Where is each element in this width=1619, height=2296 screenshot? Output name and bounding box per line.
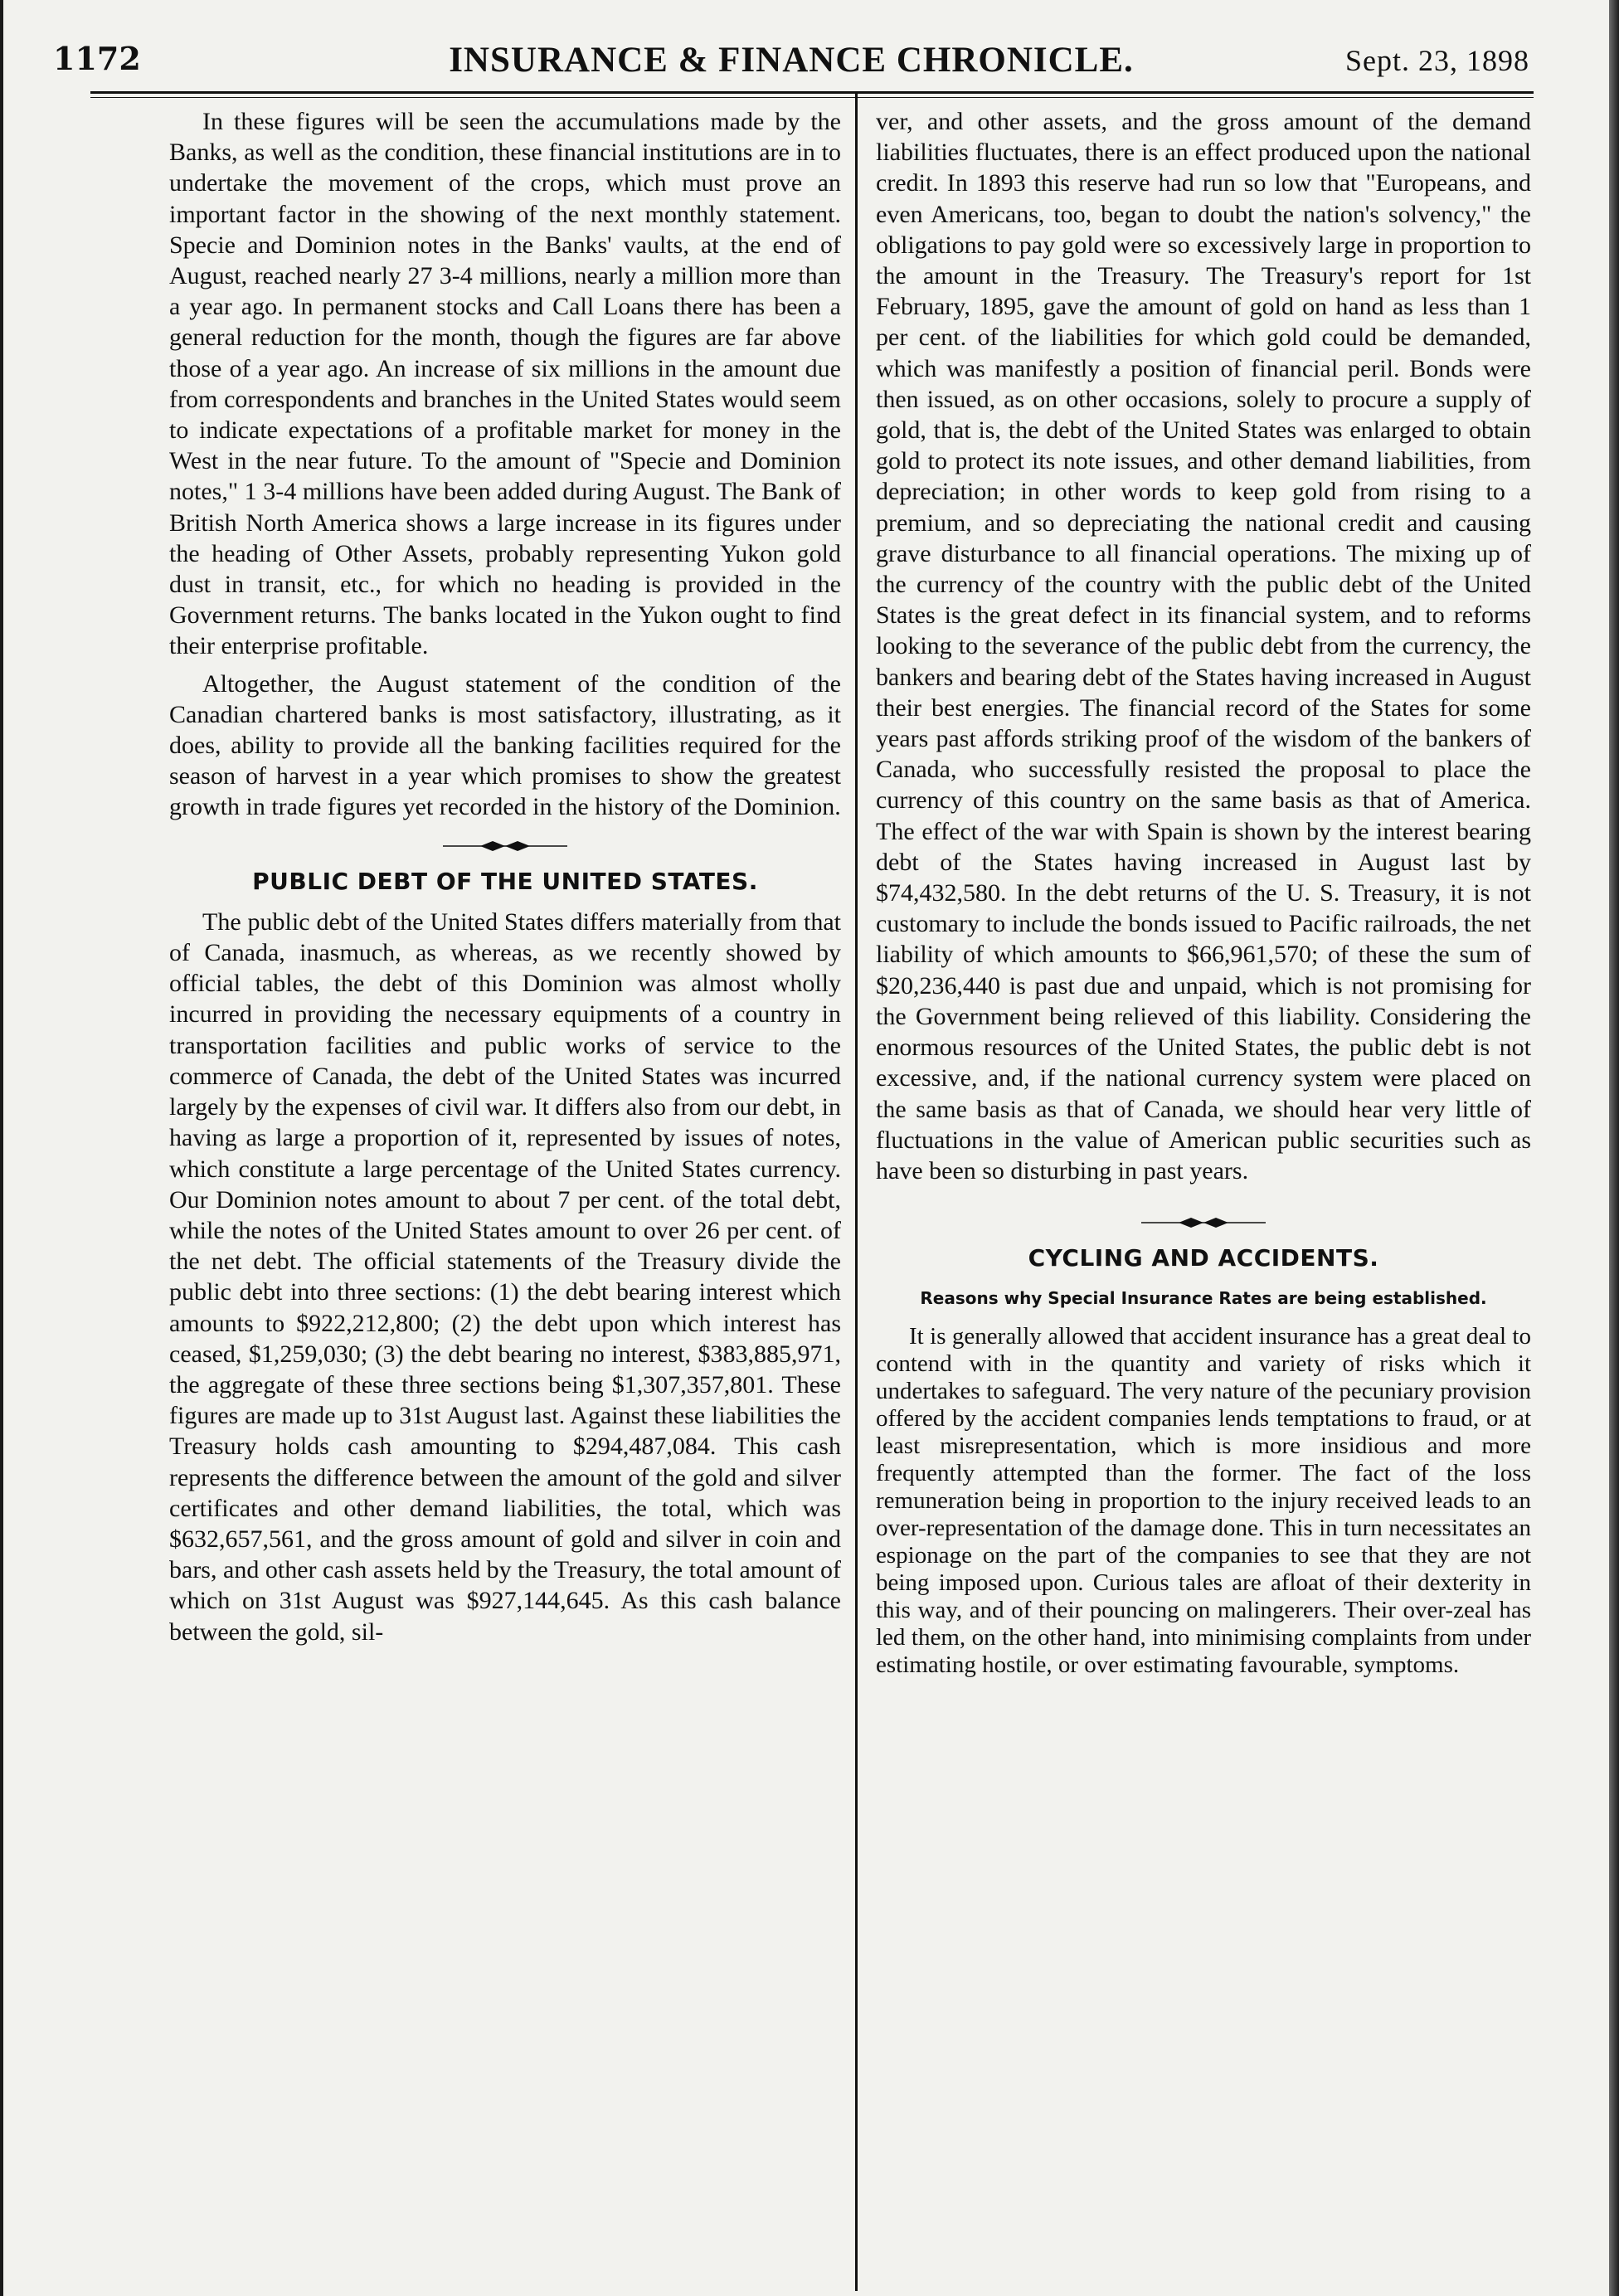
section-ornament: [169, 831, 841, 859]
newspaper-page: [3, 0, 1619, 2296]
column-divider: [855, 93, 858, 2291]
public-debt-heading: PUBLIC DEBT OF THE UNITED STATES.: [252, 867, 758, 895]
header-rule: [90, 91, 1534, 98]
publication-title: INSURANCE & FINANCE CHRONICLE.: [449, 41, 1134, 80]
august-statement-paragraph: Altogether, the August statement of the condition of the Canadian chartered banks is most satisfactory, illustrating, as it does, ability to provide all the banking facilities required for the season of harvest in a year which promises to show the greatest growth in trade figures yet recorded in the history of the Dominion.: [169, 669, 841, 821]
right-column: [876, 106, 1531, 1679]
issue-date: Sept. 23, 1898: [1344, 44, 1529, 77]
cycling-subheading: Reasons why Special Insurance Rates are being established.: [920, 1288, 1487, 1309]
left-column: [169, 106, 841, 1647]
cycling-paragraph: It is generally allowed that accident insurance has a great deal to contend with in the quantity and variety of risks which it undertakes to safeguard. The very nature of the pecuniary provision offered by the accident companies lends temptations to fraud, or at least misrepresentation, which is more insidious and more frequently attempted than the former. The fact of the loss remuneration being in proportion to the injury received leads to an over-representation of the damage done. This in turn necessitates an espionage on the part of the companies to see that they are not being imposed upon. Curious tales are afloat of their dexterity in this way, and of their pouncing on malingerers. Their over-zeal has led them, on the other hand, into minimising complaints from under estimating hostile, or over estimating favourable, symptoms.: [876, 1322, 1531, 1678]
public-debt-continued-paragraph: ver, and other assets, and the gross amount of the demand liabilities fluctuates, there is an effect produced upon the national credit. In 1893 this reserve had run so low that "Europeans, and even Americans, too, began to doubt the nation's solvency," the obligations to pay gold were so excessively large in proportion to the amount in the Treasury. The Treasury's report for 1st February, 1895, gave the amount of gold on hand as less than 1 per cent. of the liabilities for which gold could be demanded, which was manifestly a position of financial peril. Bonds were then issued, as on other occasions, solely to procure a supply of gold, that is, the debt of the United States was enlarged to obtain gold to protect its note issues, and other demand liabilities, from depreciation; in other words to keep gold from rising to a premium, and so depreciating the national credit and causing grave disturbance to all financial operations. The mixing up of the currency of the country with the public debt of the United States is the great defect in its financial system, and to reforms looking to the severance of the public debt from the currency, the bankers and bearing debt of the States having increased in August their best energies. The financial record of the States for some years past affords striking proof of the wisdom of the bankers of Canada, who successfully resisted the proposal to place the currency of this country on the same basis as that of America. The effect of the war with Spain is shown by the interest bearing debt of the States having increased in August last by $74,432,580. In the debt returns of the U. S. Treasury, it is not customary to include the bonds issued to Pacific railroads, the net liability of which amounts to $66,961,570; of these the sum of $20,236,440 is past due and unpaid, which is not promising for the Government being relieved of this liability. Considering the enormous resources of the United States, the public debt is not excessive, and, if the national currency system were placed on the same basis as that of Canada, we should hear very little of fluctuations in the value of American public securities such as have been so disturbing in past years.: [876, 108, 1531, 1184]
masthead: [53, 35, 1529, 85]
public-debt-paragraph: The public debt of the United States differs materially from that of Canada, inasmuch, as whereas, as we recently showed by official tables, the debt of this Dominion was almost wholly incurred in providing the necessary equipments of a country in transportation facilities and public works of service to the commerce of Canada, the debt of the United States was incurred largely by the expenses of civil war. It differs also from our debt, in having as large a proportion of it, represented by issues of notes, which constitute a large percentage of the United States currency. Our Dominion notes amount to about 7 per cent. of the total debt, while the notes of the United States amount to over 26 per cent. of the net debt. The official statements of the Treasury divide the public debt into three sections: (1) the debt bearing interest which amounts to $922,212,800; (2) the debt upon which interest has ceased, $1,259,030; (3) the debt bearing no interest, $383,885,971, the aggregate of these three sections being $1,307,357,801. These figures are made up to 31st August last. Against these liabilities the Treasury holds cash amounting to $294,487,084. This cash represents the difference between the amount of the gold and silver certificates and other demand liabilities, the total, which was $632,657,561, and the gross amount of gold and silver in coin and bars, and other cash assets held by the Treasury, the total amount of which on 31st August was $927,144,645. As this cash balance between the gold, sil-: [169, 907, 841, 1646]
bank-figures-paragraph: In these figures will be seen the accumulations made by the Banks, as well as the condition, these financial institutions are in to undertake the movement of the crops, which must prove an important factor in the showing of the next monthly statement. Specie and Dominion notes in the Banks' vaults, at the end of August, reached nearly 27 3-4 millions, nearly a million more than a year ago. In permanent stocks and Call Loans there has been a general reduction for the month, though the figures are far above those of a year ago. An increase of six millions in the amount due from correspondents and branches in the United States would seem to indicate expectations of a profitable market for money in the West in the near future. To the amount of "Specie and Dominion notes," 1 3-4 millions have been added during August. The Bank of British North America shows a large increase in its figures under the heading of Other Assets, probably representing Yukon gold dust in transit, etc., for which no heading is provided in the Government returns. The banks located in the Yukon ought to find their enterprise profitable.: [169, 108, 841, 660]
page-edge-shadow: [1609, 0, 1619, 2296]
section-ornament: [876, 1208, 1531, 1236]
cycling-heading: CYCLING AND ACCIDENTS.: [1028, 1244, 1379, 1272]
page-number: 1172: [53, 40, 141, 77]
